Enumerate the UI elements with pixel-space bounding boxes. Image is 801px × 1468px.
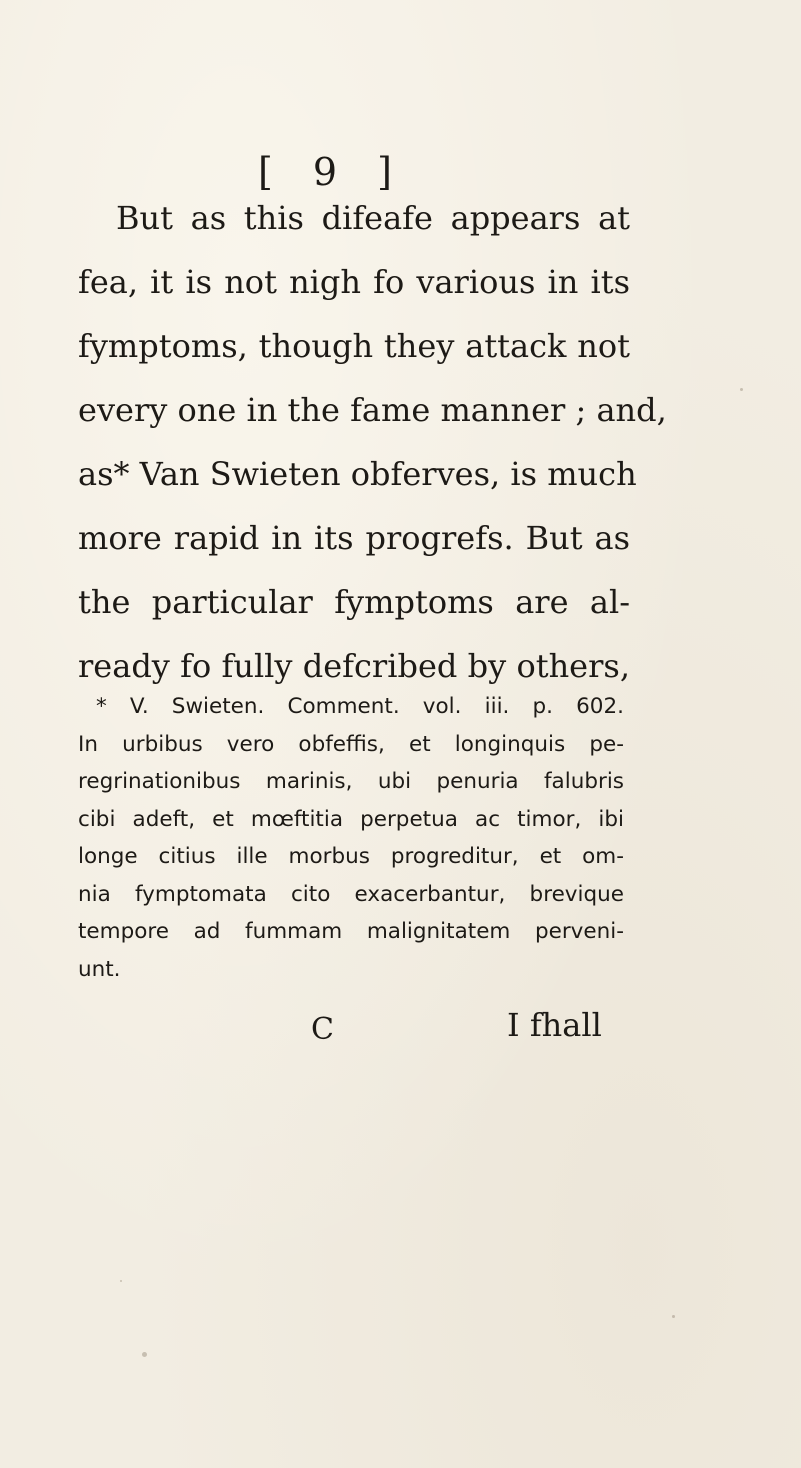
text-line: as* Van Swieten obferves, is much [78, 455, 637, 493]
text-line: ready fo fully defcribed by others, [78, 647, 630, 685]
footnote-line: In urbibus vero obfeffis, et longinquis pe- [78, 731, 624, 757]
footnote-line: unt. [78, 956, 121, 982]
text-line: every one in the fame manner ; and, [78, 391, 667, 429]
text-line: But as this difeafe appears at [116, 199, 630, 237]
footnote-line: cibi adeft, et mœftitia perpetua ac timor, ibi [78, 806, 624, 832]
text-line: more rapid in its progrefs. But as [78, 519, 630, 557]
footnote-line: longe citius ille morbus progreditur, et om- [78, 844, 624, 869]
footnote-line: regrinationibus marinis, ubi penuria falubris [78, 769, 624, 794]
main-text [78, 186, 667, 698]
text-line: the particular fymptoms are al- [78, 583, 630, 621]
paper-speck [740, 388, 743, 391]
footnote-line: nia fymptomata cito exacerbantur, brevique [78, 881, 624, 907]
footnote-line: tempore ad fummam malignitatem perveni- [78, 919, 624, 944]
paper-speck [120, 1280, 122, 1282]
footnote [78, 688, 624, 988]
page-number: [ 9 ] [258, 150, 406, 194]
footnote-line: * V. Swieten. Comment. vol. iii. p. 602. [96, 694, 624, 719]
text-line: fymptoms, though they attack not [78, 327, 630, 365]
catchword: I fhall [507, 1006, 602, 1044]
paper-speck [672, 1315, 675, 1318]
text-line: fea, it is not nigh fo various in its [78, 263, 630, 301]
paper-speck [142, 1352, 147, 1357]
signature-mark: C [311, 1012, 334, 1047]
